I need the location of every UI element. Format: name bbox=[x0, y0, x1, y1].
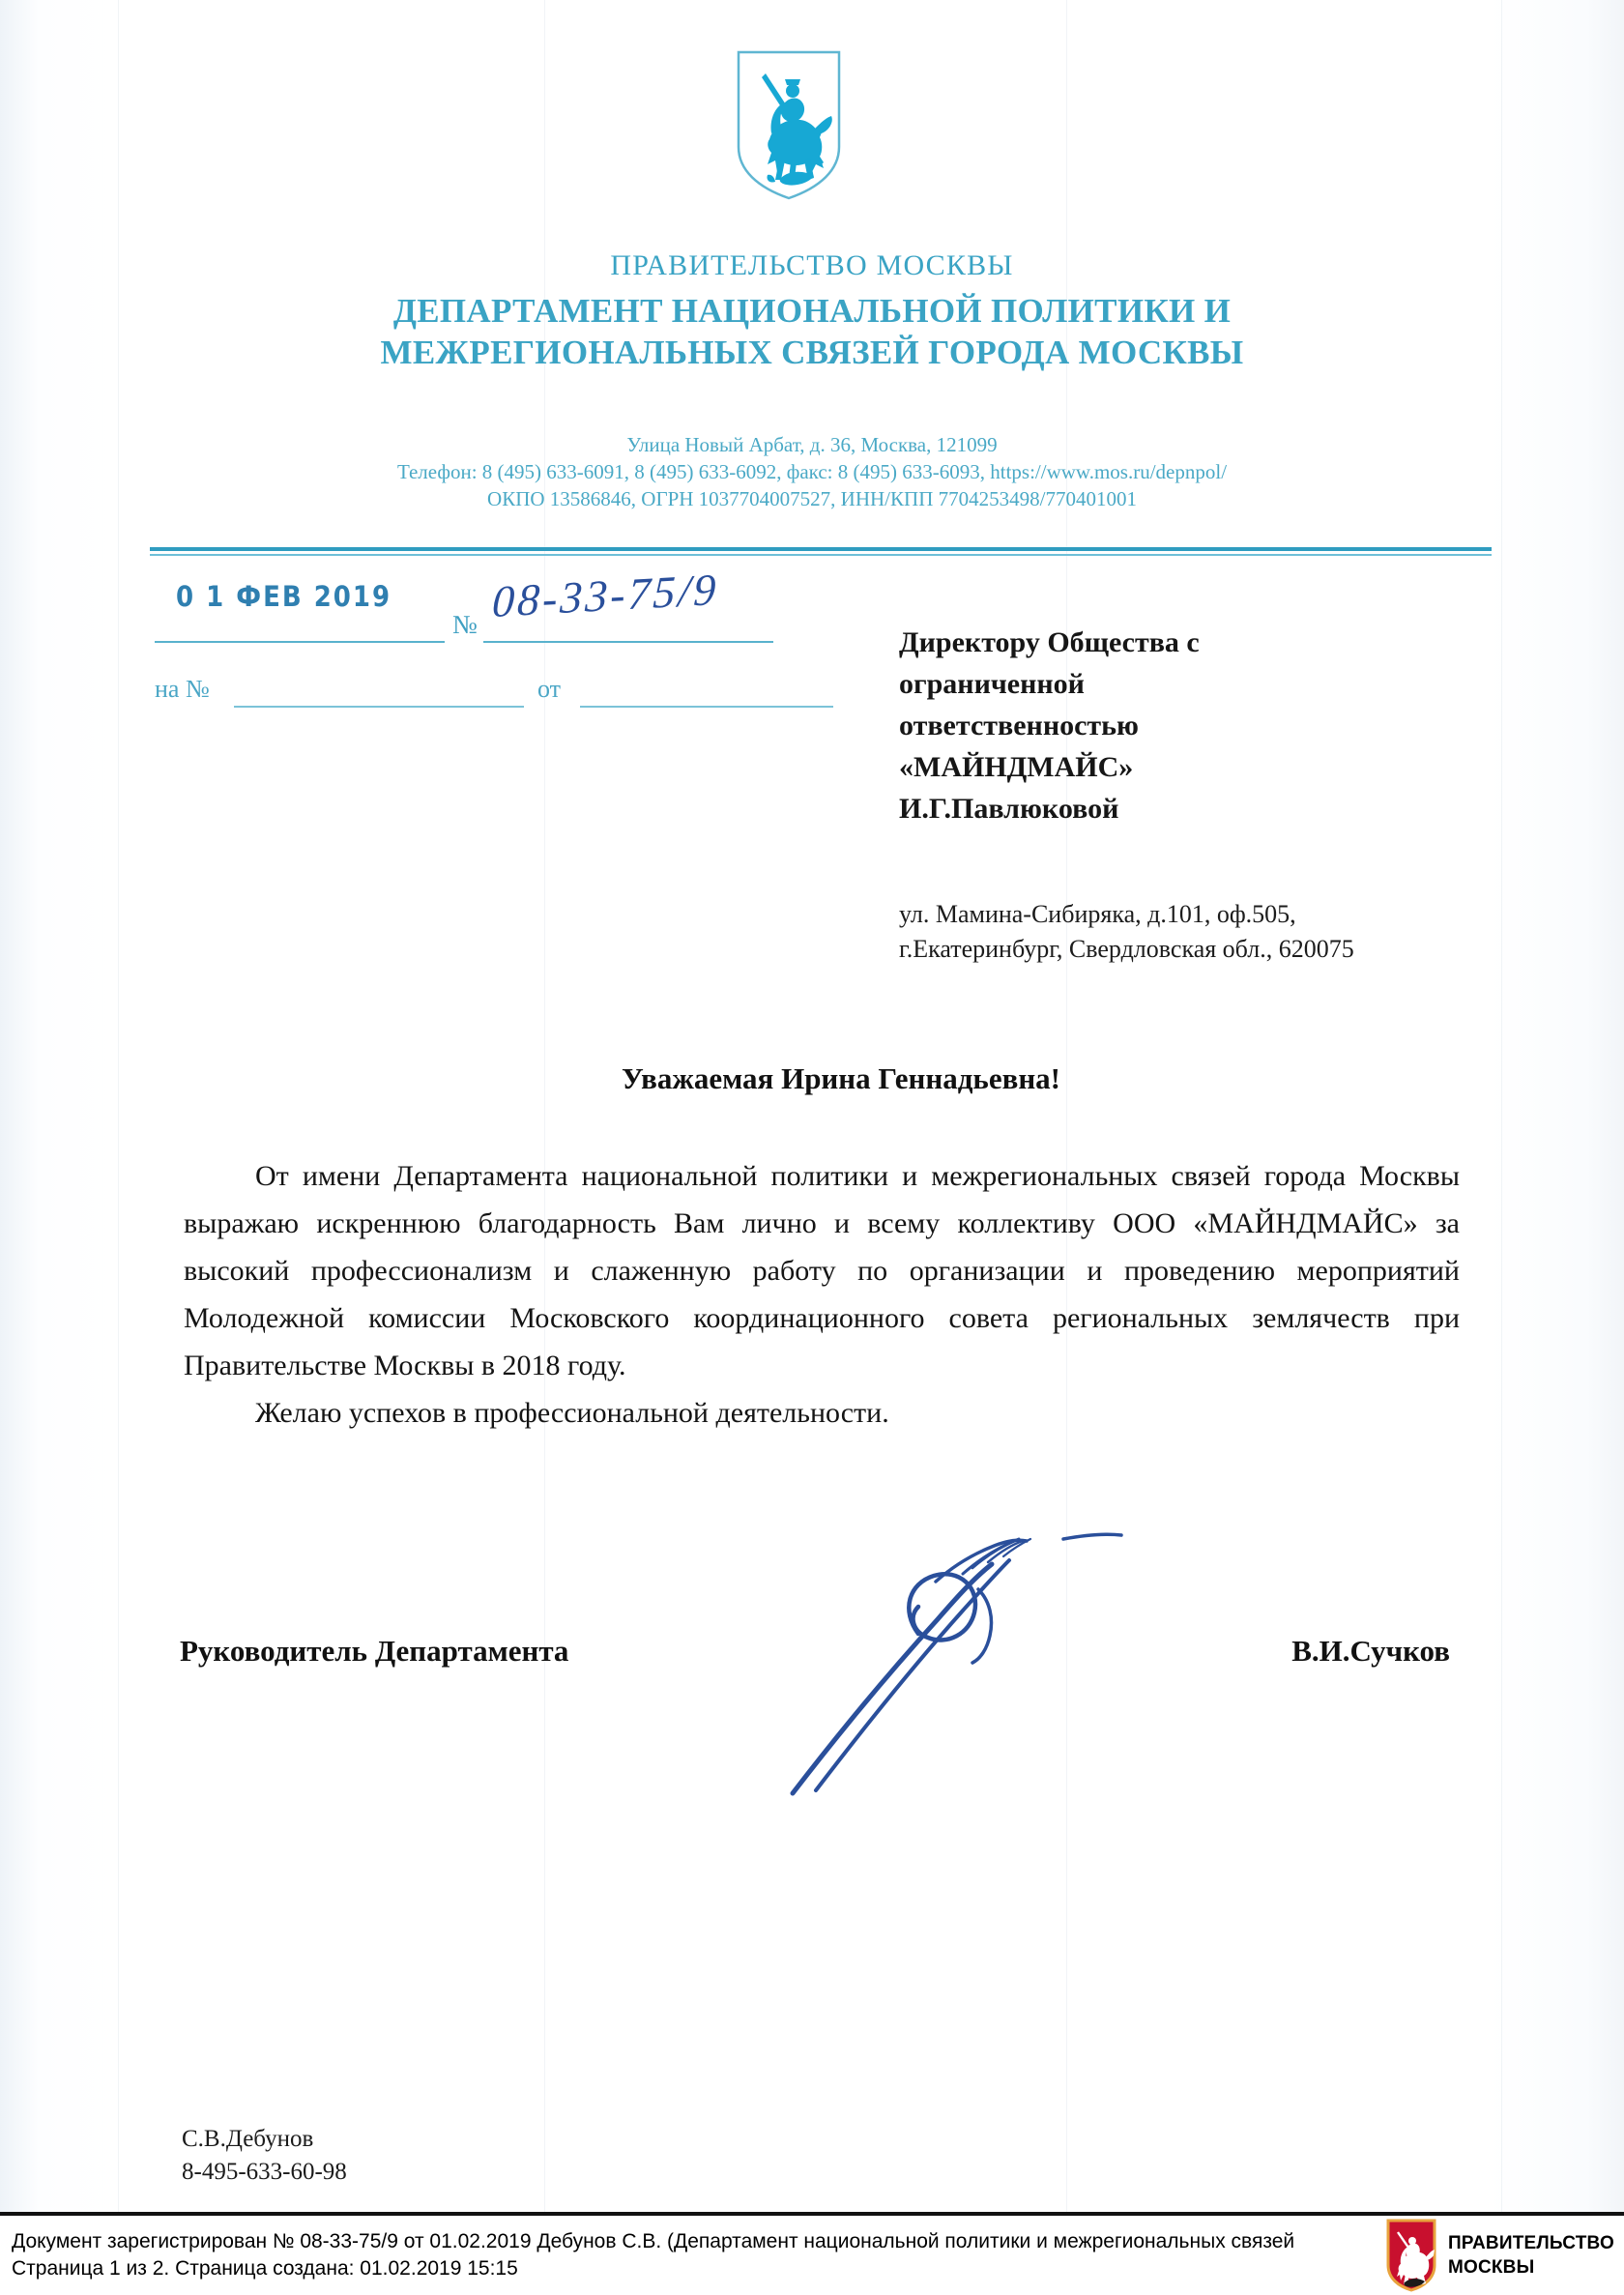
registration-date-stamp: 0 1 ФЕВ 2019 bbox=[176, 581, 392, 614]
department-line-1: ДЕПАРТАМЕНТ НАЦИОНАЛЬНОЙ ПОЛИТИКИ И bbox=[392, 292, 1232, 330]
body-paragraph-2: Желаю успехов в профессиональной деятельности. bbox=[255, 1397, 889, 1429]
moscow-shield-icon bbox=[1386, 2219, 1436, 2292]
registration-footer-banner bbox=[0, 2216, 1624, 2295]
department-line-2: МЕЖРЕГИОНАЛЬНЫХ СВЯЗЕЙ ГОРОДА МОСКВЫ bbox=[380, 334, 1244, 371]
footer-logo-text bbox=[1448, 2231, 1614, 2280]
letterhead-divider-thick bbox=[150, 547, 1492, 551]
reply-date-label: от bbox=[537, 675, 562, 703]
registration-number-label: № bbox=[452, 610, 478, 639]
footer-line-1: Документ зарегистрирован № 08-33-75/9 от 01.02.2019 Дебунов С.В. (Департамент национальной политики и межрегиональных связей bbox=[12, 2230, 1295, 2252]
recipient-block bbox=[899, 622, 1440, 829]
executor-phone: 8-495-633-60-98 bbox=[182, 2159, 347, 2185]
moscow-coat-of-arms-icon bbox=[731, 46, 847, 201]
executor-name: С.В.Дебунов bbox=[182, 2126, 314, 2152]
letterhead-phone: Телефон: 8 (495) 633-6091, 8 (495) 633-6092, факс: 8 (495) 633-6093, https://www.mos.ru/depnpol/ bbox=[396, 460, 1228, 483]
recipient-address-line: г.Екатеринбург, Свердловская обл., 620075 bbox=[899, 935, 1354, 963]
registration-number-value: 08-33-75/9 bbox=[491, 564, 720, 626]
footer-logo-line-1: ПРАВИТЕЛЬСТВО bbox=[1447, 2233, 1614, 2253]
signer-name: В.И.Сучков bbox=[1291, 1634, 1450, 1668]
recipient-line: «МАЙНДМАЙС» bbox=[899, 751, 1134, 783]
recipient-address-line: ул. Мамина-Сибиряка, д.101, оф.505, bbox=[899, 900, 1296, 928]
recipient-line: ограниченной bbox=[899, 668, 1085, 700]
registration-date-underline bbox=[155, 641, 445, 643]
letter-body bbox=[184, 1152, 1460, 1437]
executor-block bbox=[182, 2123, 347, 2189]
registration-number-underline bbox=[483, 641, 773, 643]
footer-logo-line-2: МОСКВЫ bbox=[1447, 2257, 1535, 2278]
footer-line-2: Страница 1 из 2. Страница создана: 01.02.2019 15:15 bbox=[12, 2257, 518, 2280]
footer-registration-text bbox=[0, 2228, 1294, 2282]
reply-to-underline bbox=[234, 706, 524, 708]
signer-title: Руководитель Департамента bbox=[180, 1634, 569, 1668]
salutation: Уважаемая Ирина Геннадьевна! bbox=[621, 1061, 1061, 1095]
recipient-line: И.Г.Павлюковой bbox=[899, 793, 1119, 825]
recipient-line: Директору Общества с bbox=[899, 626, 1200, 658]
letterhead-contacts bbox=[0, 431, 1624, 512]
recipient-address bbox=[899, 897, 1479, 967]
page-title-department bbox=[0, 290, 1624, 373]
letterhead-address: Улица Новый Арбат, д. 36, Москва, 121099 bbox=[626, 433, 998, 456]
page-title-government: ПРАВИТЕЛЬСТВО МОСКВЫ bbox=[610, 249, 1014, 281]
letterhead-divider-thin bbox=[150, 554, 1492, 556]
body-paragraph-1: От имени Департамента национальной политики и межрегиональных связей города Москвы выражаю искреннюю благодарность Вам лично и всему коллективу ООО «МАЙНДМАЙС» за высокий профессионализм и слаженную работу по организации и проведению мероприятий Молодежной комиссии Московского координационного совета региональных землячеств при Правительстве Москвы в 2018 году. bbox=[184, 1160, 1460, 1381]
recipient-line: ответственностью bbox=[899, 710, 1139, 741]
reply-to-label: на № bbox=[155, 675, 210, 703]
reply-date-underline bbox=[580, 706, 833, 708]
handwritten-signature bbox=[773, 1518, 1179, 1808]
footer-logo bbox=[1386, 2216, 1614, 2295]
letterhead-codes: ОКПО 13586846, ОГРН 1037704007527, ИНН/КПП 7704253498/770401001 bbox=[487, 487, 1137, 510]
